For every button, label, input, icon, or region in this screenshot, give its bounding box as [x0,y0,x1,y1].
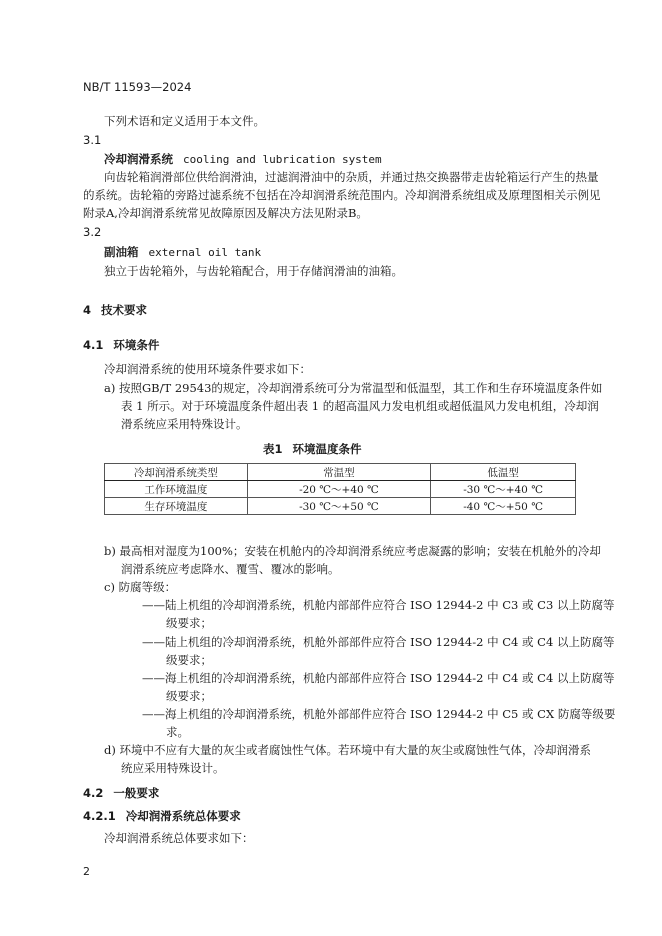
term-definition-line: 附录A,冷却润滑系统常见故障原因及解决方法见附录B。 [83,206,368,220]
list-item-b-line: 润滑系统应考虑降水、覆雪、覆冰的影响。 [121,562,340,576]
table-header-cell: 低温型 [431,464,576,481]
table-row [105,498,576,515]
table-caption [263,441,362,457]
list-item-a-line: 滑系统应采用特殊设计。 [121,417,248,431]
term-number: 3.2 [83,225,102,239]
list-item-a-line: a) 按照GB/T 29543的规定，冷却润滑系统可分为常温型和低温型，其工作和生存环境温度条件如 [104,381,603,395]
dash-item-line: 求。 [166,725,189,739]
table-cell: 生存环境温度 [105,498,248,515]
section-number: 4.2 [83,786,104,800]
table-header-row [105,464,576,481]
table-header-cell: 常温型 [247,464,430,481]
table-cell: -40 ℃～+50 ℃ [431,498,576,515]
term-definition-line: 独立于齿轮箱外，与齿轮箱配合，用于存储润滑油的油箱。 [104,264,403,278]
term-en: cooling and lubrication system [183,153,382,166]
term-en: external oil tank [148,246,262,259]
section-number: 4.1 [83,338,104,352]
table-caption-number: 表1 [263,442,283,456]
environment-temperature-table [104,463,576,515]
dash-item-line: ——海上机组的冷却润滑系统，机舱内部部件应符合 ISO 12944-2 中 C4 或 C4 以上防腐等 [142,671,615,685]
list-item-b-line: b) 最高相对湿度为100%；安装在机舱内的冷却润滑系统应考虑凝露的影响；安装在机舱外的冷却 [104,544,601,558]
section-heading [83,302,147,318]
dash-item-line: ——海上机组的冷却润滑系统，机舱外部部件应符合 ISO 12944-2 中 C5 或 CX 防腐等级要 [142,707,616,721]
list-item-d-line: d) 环境中不应有大量的灰尘或者腐蚀性气体。若环境中有大量的灰尘或腐蚀性气体，冷却润滑系 [104,743,591,757]
section-lead: 冷却润滑系统总体要求如下： [104,831,254,845]
standard-code: NB/T 11593—2024 [83,80,192,94]
dash-item-line: ——陆上机组的冷却润滑系统，机舱内部部件应符合 ISO 12944-2 中 C3 或 C3 以上防腐等 [142,598,615,612]
table-caption-title: 环境温度条件 [292,442,362,456]
dash-item-line: 级要求； [166,616,212,630]
term-cn: 冷却润滑系统 [104,152,173,166]
dash-item-line: ——陆上机组的冷却润滑系统，机舱外部部件应符合 ISO 12944-2 中 C4 或 C4 以上防腐等 [142,635,615,649]
term-number: 3.1 [83,133,102,147]
term-cn: 副油箱 [104,245,139,259]
term-title [104,151,382,167]
page-number: 2 [83,865,90,878]
table-cell: -20 ℃～+40 ℃ [247,481,430,498]
section-title: 技术要求 [101,303,148,317]
dash-item-line: 级要求； [166,689,212,703]
intro-text: 下列术语和定义适用于本文件。 [104,114,265,128]
section-title: 环境条件 [113,338,160,352]
dash-item-line: 级要求； [166,653,212,667]
table-cell: 工作环境温度 [105,481,248,498]
section-title: 一般要求 [113,786,160,800]
table-header-cell: 冷却润滑系统类型 [105,464,248,481]
list-item-d-line: 统应采用特殊设计。 [121,761,225,775]
term-definition-line: 向齿轮箱润滑部位供给润滑油，过滤润滑油中的杂质，并通过热交换器带走齿轮箱运行产生的热量 [104,170,599,184]
section-number: 4.2.1 [83,809,116,823]
section-lead: 冷却润滑系统的使用环境条件要求如下： [104,362,311,376]
list-item-c-label: c) 防腐等级： [104,580,177,594]
list-item-a-line: 表 1 所示。对于环境温度条件超出表 1 的超高温风力发电机组或超低温风力发电机组，冷却润 [121,399,599,413]
table-row [105,481,576,498]
section-heading [83,808,241,824]
section-number: 4 [83,303,92,317]
section-heading [83,337,159,353]
table-cell: -30 ℃～+40 ℃ [431,481,576,498]
section-title: 冷却润滑系统总体要求 [125,809,241,823]
section-heading [83,785,159,801]
table-cell: -30 ℃～+50 ℃ [247,498,430,515]
term-definition-line: 的系统。齿轮箱的旁路过滤系统不包括在冷却润滑系统范围内。冷却润滑系统组成及原理图相关示例见 [83,188,601,202]
term-title [104,244,261,260]
